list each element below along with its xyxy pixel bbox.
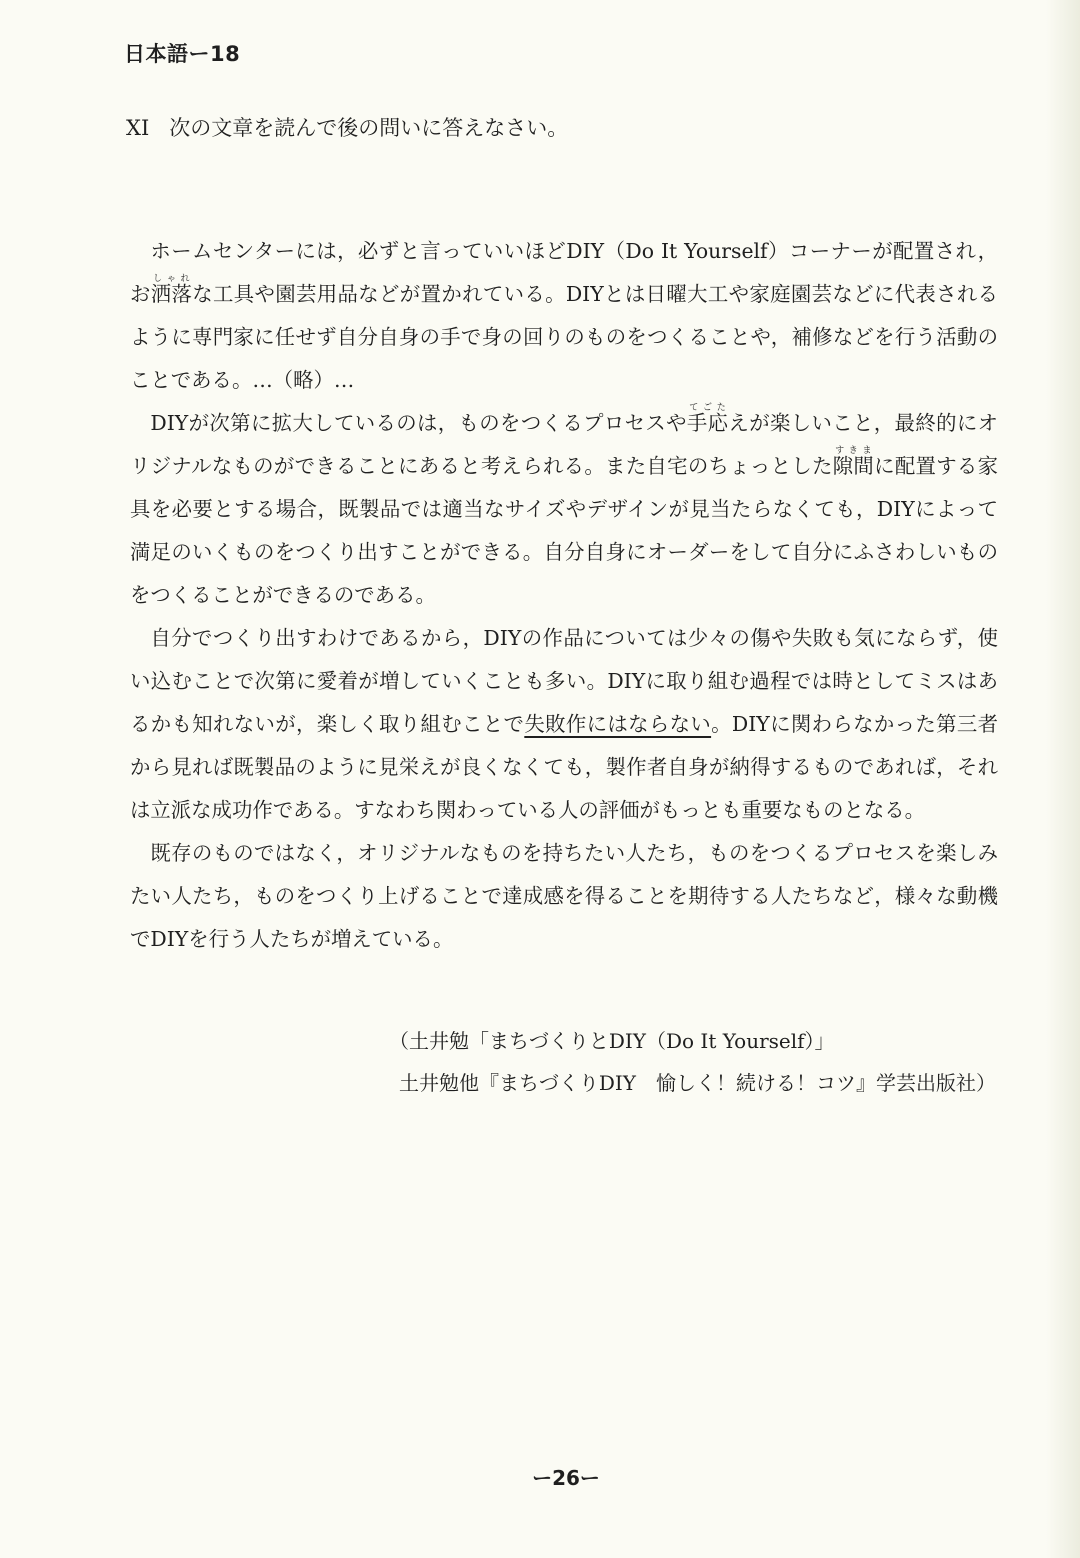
- citation: [389, 1020, 996, 1104]
- passage-text: DIYが次第に拡大しているのは，ものをつくるプロセスや: [150, 411, 687, 435]
- passage-paragraph-2: [130, 402, 998, 617]
- passage-paragraph-4: [130, 832, 998, 961]
- underlined-phrase: 失敗作にはならない: [524, 712, 712, 736]
- page-header: 日本語ー18: [124, 42, 241, 66]
- passage-paragraph-3: [130, 617, 998, 832]
- passage-text: 。DIYに関わらなかった第三者から見れば既製品のように見栄えが良くなくても，製作者自身が納得するものであれば，それは立派な成功作である。すなわち関わっている人の評価がもっとも重要なものとなる。: [130, 712, 998, 822]
- page-number: ー26ー: [532, 1466, 600, 1490]
- passage: [130, 230, 998, 961]
- furigana-sukima: [832, 446, 875, 478]
- ruby-reading: しゃれ: [150, 274, 192, 284]
- question-prompt: [126, 112, 568, 142]
- passage-paragraph-1: [130, 230, 998, 402]
- ruby-base: 洒落: [150, 282, 193, 306]
- ruby-reading: すきま: [832, 446, 874, 456]
- passage-text: 自分でつくり出すわけであるから，DIYの作品については少々の傷や失敗も気にならず，使い込むことで次第に愛着が増していくことも多い。DIYに取り組む過程では時としてミスはあるかも知れないが，楽しく取り組むことで: [130, 626, 998, 736]
- passage-text: えが楽しいこと，最終的にオリジナルなものができることにあると考えられる。また自宅のちょっとした: [130, 411, 998, 478]
- passage-text: ホームセンターには，必ずと言っていいほどDIY（Do It Yourself）コーナーが配置され，お: [130, 239, 998, 306]
- passage-text: な工具や園芸用品などが置かれている。DIYとは日曜大工や家庭園芸などに代表されるように専門家に任せず自分自身の手で身の回りのものをつくることや，補修などを行う活動のことである。…（略）…: [130, 282, 999, 392]
- question-number: XI: [126, 116, 150, 140]
- page-edge-shadow: [1046, 0, 1080, 1558]
- question-instruction: 次の文章を読んで後の問いに答えなさい。: [169, 116, 569, 140]
- citation-line-2: 土井勉他『まちづくりDIY 愉しく！続ける！コツ』学芸出版社）: [399, 1071, 996, 1095]
- passage-text: 既存のものではなく，オリジナルなものを持ちたい人たち，ものをつくるプロセスを楽しみたい人たち，ものをつくり上げることで達成感を得ることを期待する人たちなど，様々な動機でDIYを行う人たちが増えている。: [130, 841, 998, 951]
- citation-line-1: （土井勉「まちづくりとDIY（Do It Yourself）」: [389, 1029, 835, 1053]
- ruby-base: 隙間: [832, 454, 875, 478]
- furigana-share: [150, 274, 193, 306]
- ruby-base: 手応: [686, 411, 729, 435]
- furigana-tegotae: [686, 403, 729, 435]
- ruby-reading: てごた: [686, 403, 729, 413]
- passage-text: に配置する家具を必要とする場合，既製品では適当なサイズやデザインが見当たらなくても，DIYによって満足のいくものをつくり出すことができる。自分自身にオーダーをして自分にふさわしいものをつくることができるのである。: [130, 454, 999, 607]
